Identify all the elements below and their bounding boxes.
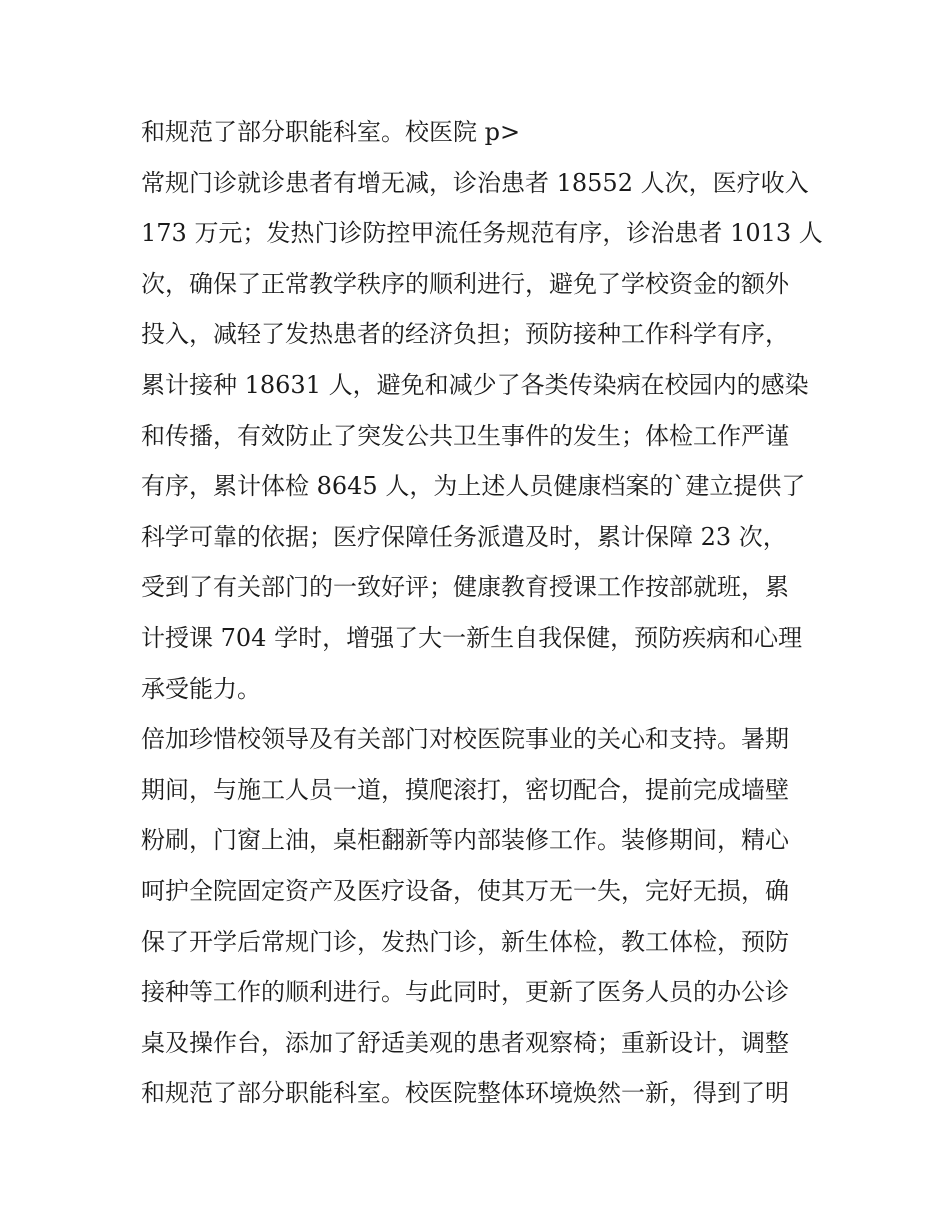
text-line: 科学可靠的依据；医疗保障任务派遣及时，累计保障 23 次， <box>141 522 787 551</box>
text-line: 粉刷，门窗上油，桌柜翻新等内部装修工作。装修期间，精心 <box>141 826 789 855</box>
text-line: 次，确保了正常教学秩序的顺利进行，避免了学校资金的额外 <box>141 269 789 298</box>
text-line: 保了开学后常规门诊，发热门诊，新生体检，教工体检，预防 <box>141 927 789 956</box>
text-line: 累计接种 18631 人，避免和减少了各类传染病在校园内的感染 <box>141 370 809 399</box>
text-line: 承受能力。 <box>141 674 261 703</box>
text-line: 呵护全院固定资产及医疗设备，使其万无一失，完好无损，确 <box>141 876 789 905</box>
text-line: 和规范了部分职能科室。校医院整体环境焕然一新，得到了明 <box>141 1079 789 1108</box>
text-line: 接种等工作的顺利进行。与此同时，更新了医务人员的办公诊 <box>141 978 789 1007</box>
text-line: 和传播，有效防止了突发公共卫生事件的发生；体检工作严谨 <box>141 421 789 450</box>
text-line: 有序，累计体检 8645 人，为上述人员健康档案的`建立提供了 <box>141 472 806 501</box>
text-line: 期间，与施工人员一道，摸爬滚打，密切配合，提前完成墙壁 <box>141 775 789 804</box>
text-line: 桌及操作台，添加了舒适美观的患者观察椅；重新设计，调整 <box>141 1028 789 1057</box>
text-line: 173 万元；发热门诊防控甲流任务规范有序，诊治患者 1013 人 <box>141 219 823 248</box>
text-line: 计授课 704 学时，增强了大一新生自我保健，预防疾病和心理 <box>141 623 803 652</box>
text-line: 投入，减轻了发热患者的经济负担；预防接种工作科学有序， <box>141 320 789 349</box>
document-body <box>141 107 821 1119</box>
text-line: 受到了有关部门的一致好评；健康教育授课工作按部就班，累 <box>141 573 789 602</box>
text-line: 和规范了部分职能科室。校医院 p> <box>141 118 521 146</box>
text-line: 倍加珍惜校领导及有关部门对校医院事业的关心和支持。暑期 <box>141 725 789 754</box>
text-line: 常规门诊就诊患者有增无减，诊治患者 18552 人次，医疗收入 <box>141 168 809 197</box>
